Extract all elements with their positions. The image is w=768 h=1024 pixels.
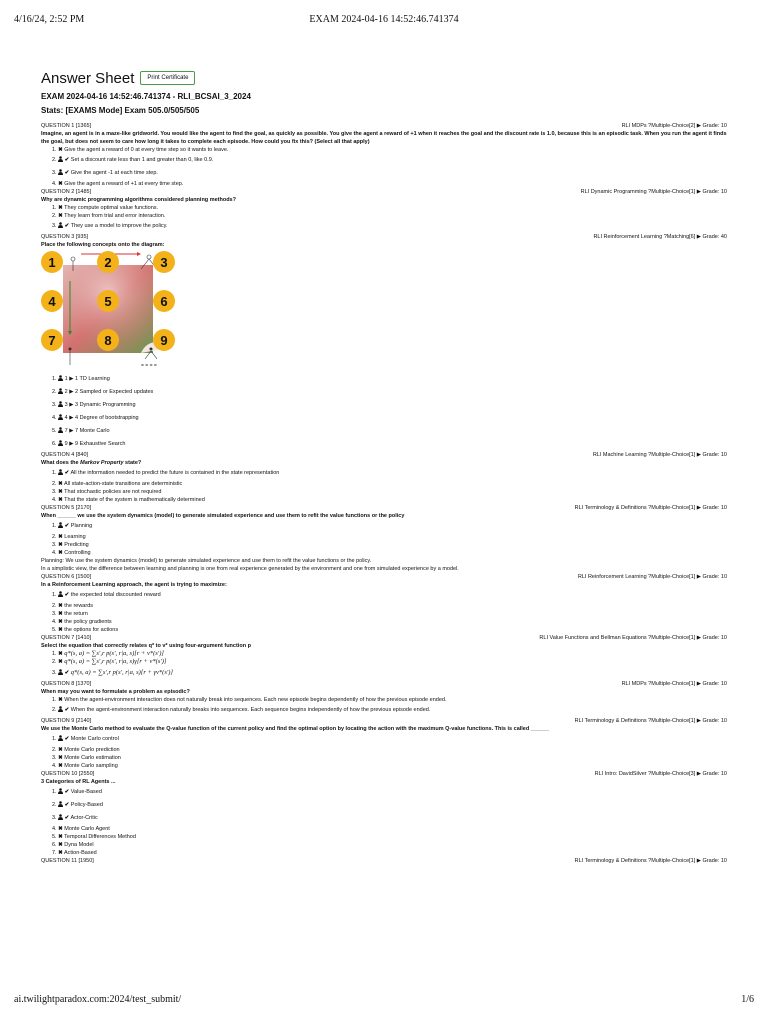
print-url: ai.twilightparadox.com:2024/test_submit/ [14,994,182,1005]
user-icon [58,401,63,407]
check-icon: ✔ [64,170,70,176]
answer-option [41,212,727,220]
check-icon: ✔ [64,223,70,229]
exam-line: EXAM 2024-04-16 14:52:46.741374 - RLI_BCSAI_3_2024 [41,92,251,101]
option-number: 2. [52,747,59,753]
option-text: Policy-Based [70,802,103,808]
option-number: 1. [52,697,59,703]
option-number: 2. [52,481,59,487]
answer-option [41,754,727,762]
option-text: q*(s, a) = ∑s′,r p(s′, r|a, s)[r + v*(s′)] [64,650,164,657]
option-number: 4. [52,181,59,187]
question-number: QUESTION 10 [2550] [41,771,95,777]
user-icon [58,706,63,712]
question-block [41,857,727,865]
option-text: Set a discount rate less than 1 and greater than 0, like 0.9. [70,157,214,163]
diagram-badge-2: 2 [97,251,119,273]
option-text: All the information needed to predict the future is contained in the state representation [70,470,280,476]
option-number: 1. [52,523,59,529]
option-text: Monte Carlo Agent [64,826,110,832]
question-text: When ______ we use the system dynamics (model) to generate simulated experience and use them to refit the value functions or the policy [41,513,405,519]
cross-icon: ✖ [58,550,63,556]
option-text: Actor-Critic [70,815,98,821]
answer-option [41,746,727,754]
question-text: When may you want to formulate a problem as episodic? [41,689,190,695]
option-text: When the agent-environment interaction naturally breaks into sequences. Each sequence begins independently of how the previous episode ended. [70,707,431,713]
question-meta: RLI Terminology & Definitions ?Multiple-Choice[1] ▶ Grade: 10 [574,858,727,864]
option-number: 7. [52,850,59,856]
option-number: 1. [52,470,59,476]
option-text: They use a model to improve the policy. [70,223,168,229]
cross-icon: ✖ [58,497,63,503]
unified-view-diagram [41,251,191,369]
cross-icon: ✖ [58,755,63,761]
question-block [41,680,727,717]
option-number: 1. [52,592,59,598]
answer-option [41,849,727,857]
question-meta: RLI MDPs ?Multiple-Choice[2] ▶ Grade: 10 [621,123,727,129]
option-number: 3. [52,755,59,761]
question-number: QUESTION 5 [2170] [41,505,92,511]
user-icon [58,469,63,475]
option-number: 2. [52,213,59,219]
check-icon: ✔ [64,470,70,476]
question-block [41,717,727,770]
user-icon [58,788,63,794]
question-block [41,188,727,233]
option-text: Monte Carlo estimation [64,755,121,761]
option-number: 6. [52,441,59,447]
option-number: 3. [52,815,59,821]
answer-option [41,467,727,480]
question-meta: RLI Terminology & Definitions ?Multiple-Choice[1] ▶ Grade: 10 [574,505,727,511]
question-header [41,634,727,642]
question-header [41,451,727,459]
answer-option [41,480,727,488]
user-icon [58,375,63,381]
cross-icon: ✖ [58,834,63,840]
option-text: 2 ▶ 2 Sampled or Expected updates [64,389,154,395]
stats-line: Stats: [EXAMS Mode] Exam 505.0/505/505 [41,106,200,115]
cross-icon: ✖ [58,534,63,540]
answer-option [41,762,727,770]
option-number: 3. [52,611,59,617]
option-text: Monte Carlo control [70,736,119,742]
check-icon: ✔ [64,815,70,821]
option-text: When the agent-environment interaction does not naturally break into sequences. Each new episode begins dependently of how the previous episode ended. [64,697,447,703]
question-text: In a Reinforcement Learning approach, the agent is trying to maximize: [41,582,227,588]
user-icon [58,222,63,228]
diagram-badge-4: 4 [41,290,63,312]
answer-option [41,541,727,549]
question-meta: RLI Intro: DavidSilver ?Multiple-Choice[3] ▶ Grade: 10 [594,771,727,777]
option-number: 4. [52,826,59,832]
question-header [41,717,727,725]
option-text: the policy gradients [64,619,112,625]
user-icon [58,156,63,162]
user-icon [58,427,63,433]
question-text: Select the equation that correctly relates q* to v* using four-argument function p [41,643,251,649]
question-block [41,233,727,451]
option-number: 5. [52,627,59,633]
option-number: 2. [52,157,59,163]
option-text: 1 ▶ 1 TD Learning [64,376,110,382]
question-number: QUESTION 3 [935] [41,234,89,240]
question-number: QUESTION 11 [1950] [41,858,94,864]
diagram-badge-9: 9 [153,329,175,351]
question-header [41,573,727,581]
option-text: Give the agent a reward of +1 at every time step. [64,181,184,187]
option-text: That the state of the system is mathematically determined [64,497,205,503]
cross-icon: ✖ [58,147,63,153]
option-number: 1. [52,651,59,657]
question-header [41,680,727,688]
answer-option [41,666,727,680]
user-icon [58,522,63,528]
cross-icon: ✖ [58,651,63,657]
question-block [41,634,727,680]
answer-option [41,658,727,666]
user-icon [58,735,63,741]
option-number: 4. [52,619,59,625]
cross-icon: ✖ [58,697,63,703]
answer-option [41,610,727,618]
answer-option [41,704,727,717]
diagram-badge-5: 5 [97,290,119,312]
user-icon [58,814,63,820]
option-number: 2. [52,603,59,609]
answer-option [41,799,727,812]
question-text: What does the Markov Property state? [41,460,142,466]
question-text: Why are dynamic programming algorithms considered planning methods? [41,197,236,203]
answer-option [41,841,727,849]
question-text: 3 Categories of RL Agents ... [41,779,116,785]
option-number: 2. [52,707,59,713]
option-text: the rewards [64,603,94,609]
option-text: the return [64,611,88,617]
question-header [41,122,727,130]
question-number: QUESTION 9 [2140] [41,718,92,724]
user-icon [58,388,63,394]
question-header [41,233,727,241]
answer-option [41,833,727,841]
option-number: 3. [52,670,59,676]
question-number: QUESTION 8 [1370] [41,681,92,687]
answer-option [41,602,727,610]
check-icon: ✔ [64,670,70,676]
question-text: We use the Monte Carlo method to evaluate the Q-value function of the current policy and find the optimal option by locating the action with the maximum Q-value functions. This is called ______ [41,726,550,732]
answer-option [41,412,727,425]
cross-icon: ✖ [58,747,63,753]
answer-option [41,825,727,833]
user-icon [58,414,63,420]
diagram-badge-6: 6 [153,290,175,312]
check-icon: ✔ [64,523,70,529]
question-number: QUESTION 4 [840] [41,452,89,458]
option-number: 1. [52,147,59,153]
check-icon: ✔ [64,707,70,713]
svg-text:= = = =: = = = = [141,363,157,369]
answer-option [41,386,727,399]
answer-option [41,180,727,188]
option-text: Monte Carlo sampling [64,763,118,769]
question-header [41,188,727,196]
answer-option [41,220,727,233]
cross-icon: ✖ [58,763,63,769]
question-block [41,504,727,573]
cross-icon: ✖ [58,826,63,832]
answer-option [41,204,727,212]
page-title: Answer Sheet [41,69,135,87]
diagram-badge-1: 1 [41,251,63,273]
cross-icon: ✖ [58,181,63,187]
cross-icon: ✖ [58,619,63,625]
print-tab-title: EXAM 2024-04-16 14:52:46.741374 [309,14,459,25]
print-datetime: 4/16/24, 2:52 PM [14,14,85,25]
option-number: 5. [52,834,59,840]
question-meta: RLI Dynamic Programming ?Multiple-Choice[1] ▶ Grade: 10 [580,189,727,195]
option-number: 4. [52,763,59,769]
option-text: Value-Based [70,789,102,795]
print-header [14,14,754,26]
option-text: All state-action-state transitions are deterministic [63,481,183,487]
answer-option [41,146,727,154]
answer-option [41,488,727,496]
answer-option [41,373,727,386]
print-page-number: 1/6 [741,994,754,1005]
answer-option [41,549,727,557]
answer-option [41,399,727,412]
cross-icon: ✖ [58,542,63,548]
option-text: the options for actions [64,627,119,633]
cross-icon: ✖ [58,611,63,617]
cross-icon: ✖ [58,850,63,856]
option-number: 1. [52,789,59,795]
user-icon [58,169,63,175]
option-text: Action-Based [63,850,97,856]
question-number: QUESTION 7 [1410] [41,635,92,641]
option-number: 4. [52,550,59,556]
option-text: 7 ▶ 7 Monte Carlo [64,428,110,434]
question-header [41,857,727,865]
option-number: 3. [52,402,59,408]
cross-icon: ✖ [58,842,63,848]
question-text: Place the following concepts onto the diagram: [41,242,165,248]
option-text: Predicting [64,542,89,548]
answer-option [41,786,727,799]
question-number: QUESTION 2 [1485] [41,189,92,195]
option-number: 2. [52,659,59,665]
user-icon [58,801,63,807]
question-meta: RLI Reinforcement Learning ?Multiple-Choice[1] ▶ Grade: 10 [577,574,727,580]
cross-icon: ✖ [58,213,63,219]
answer-option [41,496,727,504]
diagram-badge-8: 8 [97,329,119,351]
question-header [41,770,727,778]
option-text: That stochastic policies are not required [64,489,162,495]
cross-icon: ✖ [58,627,63,633]
option-text: q*(s, a) = ∑s′,r p(s′, r|a, s)γ[r + v*(s′)] [64,658,167,665]
question-block [41,770,727,857]
option-number: 3. [52,489,59,495]
option-text: the expected total discounted reward [70,592,161,598]
answer-option [41,520,727,533]
option-text: q*(s, a) = ∑s′,r p(s′, r|a, s)[r + γv*(s′)] [70,669,173,676]
question-meta: RLI Terminology & Definitions ?Multiple-Choice[1] ▶ Grade: 10 [574,718,727,724]
question-meta: RLI Value Functions and Bellman Equations ?Multiple-Choice[1] ▶ Grade: 10 [539,635,727,641]
check-icon: ✔ [64,157,70,163]
answer-option [41,589,727,602]
option-text: Planning [70,523,93,529]
print-certificate-button[interactable]: Print Certificate [140,71,195,85]
check-icon: ✔ [64,592,70,598]
answer-sheet [41,68,727,865]
option-number: 1. [52,736,59,742]
question-meta: RLI MDPs ?Multiple-Choice[1] ▶ Grade: 10 [621,681,727,687]
option-text: 9 ▶ 9 Exhaustive Search [64,441,126,447]
option-number: 6. [52,842,59,848]
option-text: Give the agent a reward of 0 at every time step so it wants to leave. [64,147,229,153]
option-text: They learn from trial and error interaction. [64,213,166,219]
question-block [41,451,727,504]
cross-icon: ✖ [58,659,63,665]
cross-icon: ✖ [58,603,63,609]
answer-option [41,733,727,746]
answer-option [41,626,727,634]
option-text: 4 ▶ 4 Degree of bootstrapping [64,415,139,421]
option-number: 1. [52,376,59,382]
diagram-badge-7: 7 [41,329,63,351]
question-header [41,504,727,512]
option-number: 5. [52,428,59,434]
explanation-text: Planning: We use the system dynamics (model) to generate simulated experience and use them to refit the value functions or the policy. [41,558,372,564]
option-text: They compute optimal value functions. [64,205,159,211]
option-number: 2. [52,389,59,395]
option-text: Monte Carlo prediction [64,747,120,753]
explanation-text: In a simplistic view, the difference between learning and planning is one from real experience generated by the environment and one from simulated experience by a model. [41,566,459,572]
check-icon: ✔ [64,736,70,742]
answer-option [41,812,727,825]
diagram-badge-3: 3 [153,251,175,273]
option-number: 1. [52,205,59,211]
check-icon: ✔ [64,789,70,795]
option-text: Controlling [64,550,91,556]
answer-option [41,425,727,438]
user-icon [58,591,63,597]
answer-option [41,438,727,451]
option-text: Dyna Model [64,842,94,848]
option-text: Give the agent -1 at each time step. [70,170,158,176]
option-number: 3. [52,223,59,229]
option-text: Learning [64,534,86,540]
option-number: 3. [52,542,59,548]
question-list [41,122,727,865]
option-number: 2. [52,802,59,808]
cross-icon: ✖ [58,489,63,495]
question-text: Imagine, an agent is in a maze-like gridworld. You would like the agent to find the goal, as quickly as possible. You give the agent a reward of +1 when it reaches the goal and the discount rate is 1.0, because this is an episodic task. When you run the agent it finds the goal, but does not seem to care how long it takes to complete each episode. How could you fix this? (Select all that apply) [41,131,727,145]
option-number: 4. [52,497,59,503]
cross-icon: ✖ [58,205,63,211]
check-icon: ✔ [64,802,70,808]
question-meta: RLI Reinforcement Learning ?Matching[6] ▶ Grade: 40 [593,234,727,240]
option-text: Temporal Differences Method [64,834,136,840]
question-block [41,573,727,634]
question-number: QUESTION 6 [1500] [41,574,92,580]
answer-option [41,533,727,541]
user-icon [58,440,63,446]
option-number: 3. [52,170,59,176]
answer-option [41,154,727,167]
option-number: 4. [52,415,59,421]
option-text: 3 ▶ 3 Dynamic Programming [64,402,136,408]
answer-option [41,696,727,704]
option-number: 2. [52,534,59,540]
answer-option [41,167,727,180]
question-block [41,122,727,188]
answer-option [41,618,727,626]
cross-icon: ✖ [58,481,63,487]
question-meta: RLI Machine Learning ?Multiple-Choice[1] ▶ Grade: 10 [592,452,727,458]
user-icon [58,669,63,675]
question-number: QUESTION 1 [1365] [41,123,92,129]
answer-option [41,650,727,658]
